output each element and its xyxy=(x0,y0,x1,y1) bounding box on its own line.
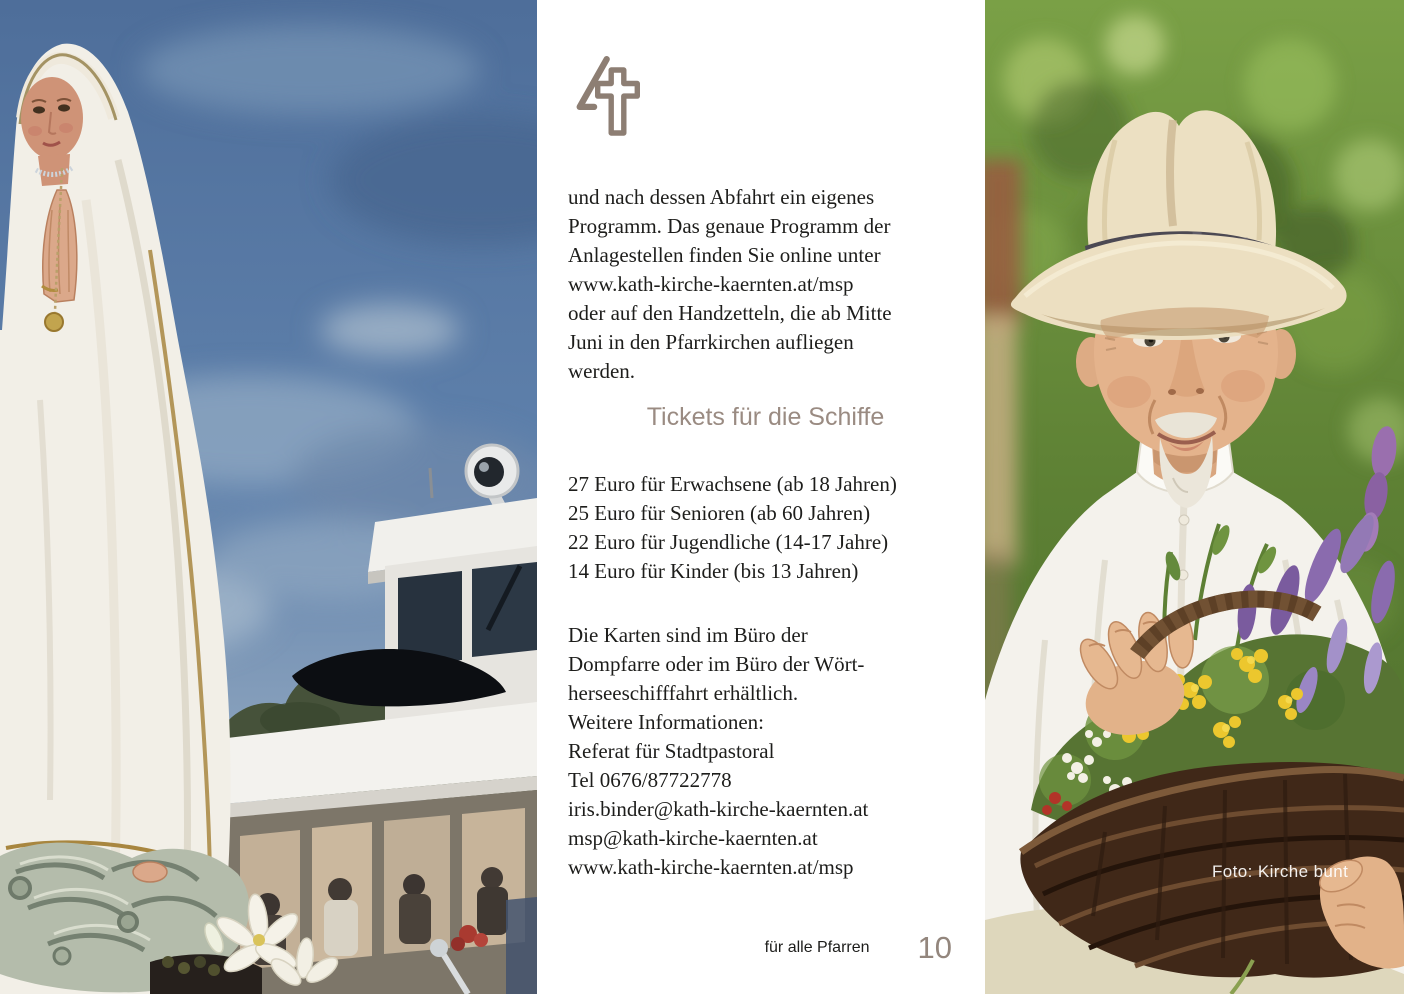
intro-line: und nach dessen Abfahrt ein eigenes xyxy=(568,185,875,209)
photo-madonna-statue xyxy=(0,0,537,994)
info-line: Die Karten sind im Büro der xyxy=(568,623,808,647)
intro-line: Anlagestellen finden Sie online unter xyxy=(568,243,881,267)
intro-line: werden. xyxy=(568,359,636,383)
intro-line: Programm. Das genaue Programm der xyxy=(568,214,891,238)
intro-paragraph xyxy=(568,183,985,386)
info-line-email-2: msp@kath-kirche-kaernten.at xyxy=(568,826,818,850)
info-line-url: www.kath-kirche-kaernten.at/msp xyxy=(568,855,854,879)
madonna-photo-illustration xyxy=(0,0,537,994)
info-paragraph xyxy=(568,621,985,882)
info-line: Weitere Informationen: xyxy=(568,710,764,734)
intro-line: oder auf den Handzetteln, die ab Mitte xyxy=(568,301,892,325)
intro-line: Juni in den Pfarrkirchen aufliegen xyxy=(568,330,854,354)
text-column xyxy=(537,0,985,994)
info-line: herseeschifffahrt erhältlich. xyxy=(568,681,799,705)
ticket-price-list xyxy=(568,470,985,586)
tickets-heading: Tickets für die Schiffe xyxy=(646,403,885,431)
ticket-price-adults: 27 Euro für Erwachsene (ab 18 Jahren) xyxy=(568,472,897,496)
priest-photo-illustration xyxy=(985,0,1404,994)
ticket-price-seniors: 25 Euro für Senioren (ab 60 Jahren) xyxy=(568,501,871,525)
intro-line-url: www.kath-kirche-kaernten.at/msp xyxy=(568,272,854,296)
ticket-price-children: 14 Euro für Kinder (bis 13 Jahren) xyxy=(568,559,859,583)
ticket-price-youth: 22 Euro für Jugendliche (14-17 Jahre) xyxy=(568,530,889,554)
page-footer xyxy=(765,930,952,966)
photo-caption: Foto: Kirche bunt xyxy=(1212,862,1349,881)
numeral-4-cross-icon xyxy=(568,54,640,140)
page-number: 10 xyxy=(917,930,952,965)
info-line-phone: Tel 0676/87722778 xyxy=(568,768,732,792)
info-line-email-1: iris.binder@kath-kirche-kaernten.at xyxy=(568,797,869,821)
info-line-referat: Referat für Stadtpastoral xyxy=(568,739,775,763)
footer-label: für alle Pfarren xyxy=(764,939,870,956)
photo-priest-with-flower-basket xyxy=(985,0,1404,994)
info-line: Dompfarre oder im Büro der Wört- xyxy=(568,652,865,676)
